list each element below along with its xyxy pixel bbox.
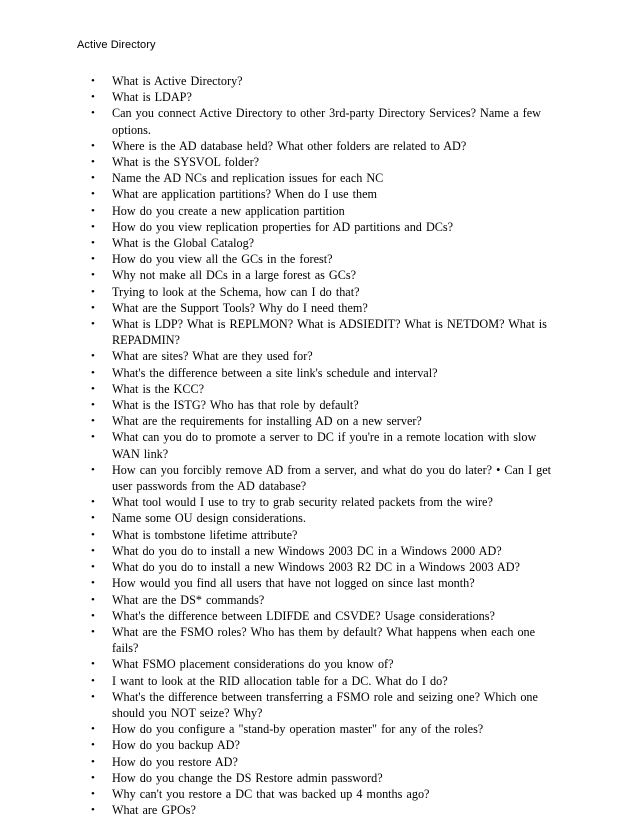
page-header: Active Directory	[77, 39, 156, 51]
question-text: What are sites? What are they used for?	[112, 349, 313, 364]
question-text: How do you backup AD?	[112, 738, 240, 753]
bullet-icon: •	[91, 399, 95, 412]
question-item	[91, 527, 552, 543]
question-item	[91, 89, 552, 105]
bullet-icon: •	[91, 366, 95, 379]
bullet-icon: •	[91, 415, 95, 428]
bullet-icon: •	[91, 237, 95, 250]
question-text: What are the Support Tools? Why do I need them?	[112, 300, 368, 315]
bullet-icon: •	[91, 755, 95, 768]
question-item	[91, 154, 552, 170]
question-item	[91, 510, 552, 526]
question-item	[91, 543, 552, 559]
question-item	[91, 624, 552, 656]
bullet-icon: •	[91, 544, 95, 557]
question-item	[91, 689, 552, 721]
question-text: What is LDAP?	[112, 90, 192, 105]
question-text: What is the SYSVOL folder?	[112, 155, 260, 170]
question-text: What are the DS* commands?	[112, 592, 265, 607]
bullet-icon: •	[91, 318, 95, 331]
bullet-icon: •	[91, 658, 95, 671]
question-item	[91, 235, 552, 251]
bullet-icon: •	[91, 285, 95, 298]
question-item	[91, 429, 552, 461]
question-text: What are GPOs?	[112, 803, 196, 818]
question-item	[91, 592, 552, 608]
bullet-icon: •	[91, 723, 95, 736]
bullet-icon: •	[91, 253, 95, 266]
question-text: What FSMO placement considerations do you know of?	[112, 657, 394, 672]
question-text: Can you connect Active Directory to other 3rd-party Directory Services? Name a few options.	[112, 106, 541, 137]
bullet-icon: •	[91, 188, 95, 201]
question-text: What do you do to install a new Windows 2003 DC in a Windows 2000 AD?	[112, 543, 502, 558]
bullet-icon: •	[91, 496, 95, 509]
question-item	[91, 494, 552, 510]
bullet-icon: •	[91, 75, 95, 87]
question-item	[91, 365, 552, 381]
question-text: Why not make all DCs in a large forest as GCs?	[112, 268, 356, 283]
bullet-icon: •	[91, 350, 95, 363]
question-item	[91, 203, 552, 219]
question-item	[91, 754, 552, 770]
question-text: What's the difference between a site link's schedule and interval?	[112, 365, 438, 380]
bullet-icon: •	[91, 690, 95, 703]
question-text: Where is the AD database held? What other folders are related to AD?	[112, 138, 467, 153]
question-item	[91, 656, 552, 672]
question-text: How do you change the DS Restore admin password?	[112, 770, 383, 785]
bullet-icon: •	[91, 91, 95, 104]
bullet-icon: •	[91, 528, 95, 541]
question-text: What is the ISTG? Who has that role by default?	[112, 398, 359, 413]
bullet-icon: •	[91, 771, 95, 784]
bullet-icon: •	[91, 156, 95, 169]
bullet-icon: •	[91, 674, 95, 687]
question-item	[91, 673, 552, 689]
bullet-icon: •	[91, 301, 95, 314]
question-text: Name the AD NCs and replication issues for each NC	[112, 171, 384, 186]
bullet-icon: •	[91, 561, 95, 574]
question-item	[91, 381, 552, 397]
bullet-icon: •	[91, 593, 95, 606]
question-item	[91, 251, 552, 267]
bullet-icon: •	[91, 512, 95, 525]
question-text: What is tombstone lifetime attribute?	[112, 527, 298, 542]
question-item	[91, 786, 552, 802]
question-text: I want to look at the RID allocation table for a DC. What do I do?	[112, 673, 448, 688]
question-text: How do you create a new application partition	[112, 203, 345, 218]
bullet-icon: •	[91, 739, 95, 752]
question-item	[91, 316, 552, 348]
question-item	[91, 73, 552, 89]
bullet-icon: •	[91, 804, 95, 817]
bullet-icon: •	[91, 463, 95, 476]
question-item	[91, 348, 552, 364]
question-text: How can you forcibly remove AD from a server, and what do you do later? • Can I get user passwords from the AD database?	[112, 462, 552, 494]
question-item	[91, 186, 552, 202]
question-item	[91, 575, 552, 591]
question-text: Trying to look at the Schema, how can I do that?	[112, 284, 360, 299]
bullet-icon: •	[91, 382, 95, 395]
question-item	[91, 559, 552, 575]
bullet-icon: •	[91, 139, 95, 152]
question-text: What is the Global Catalog?	[112, 236, 255, 251]
question-text: What is the KCC?	[112, 381, 205, 396]
question-text: How would you find all users that have not logged on since last month?	[112, 576, 475, 591]
question-item	[91, 737, 552, 753]
question-text: What can you do to promote a server to DC if you're in a remote location with slow WAN link?	[112, 430, 537, 461]
bullet-icon: •	[91, 431, 95, 444]
question-text: What are the requirements for installing AD on a new server?	[112, 414, 422, 429]
question-text: What are application partitions? When do I use them	[112, 187, 377, 202]
bullet-icon: •	[91, 107, 95, 120]
question-item	[91, 721, 552, 737]
question-list	[91, 73, 552, 818]
question-item	[91, 170, 552, 186]
question-item	[91, 284, 552, 300]
question-text: What is LDP? What is REPLMON? What is ADSIEDIT? What is NETDOM? What is REPADMIN?	[112, 317, 547, 348]
question-text: Why can't you restore a DC that was backed up 4 months ago?	[112, 786, 430, 801]
bullet-icon: •	[91, 609, 95, 622]
question-text: What tool would I use to try to grab security related packets from the wire?	[112, 495, 493, 510]
question-text: What's the difference between transferring a FSMO role and seizing one? Which one should you NOT seize? Why?	[112, 689, 538, 720]
bullet-icon: •	[91, 269, 95, 282]
bullet-icon: •	[91, 172, 95, 185]
bullet-icon: •	[91, 220, 95, 233]
question-item	[91, 267, 552, 283]
question-text: How do you configure a "stand-by operation master" for any of the roles?	[112, 722, 484, 737]
bullet-icon: •	[91, 204, 95, 217]
question-item	[91, 105, 552, 137]
question-item	[91, 462, 552, 494]
question-item	[91, 770, 552, 786]
question-text: How do you view all the GCs in the forest?	[112, 252, 333, 267]
question-text: How do you view replication properties for AD partitions and DCs?	[112, 219, 454, 234]
question-text: Name some OU design considerations.	[112, 511, 306, 526]
question-text: What is Active Directory?	[112, 74, 243, 88]
question-text: What do you do to install a new Windows 2003 R2 DC in a Windows 2003 AD?	[112, 560, 520, 575]
question-item	[91, 300, 552, 316]
bullet-icon: •	[91, 577, 95, 590]
question-item	[91, 608, 552, 624]
question-item	[91, 802, 552, 818]
bullet-icon: •	[91, 625, 95, 638]
question-item	[91, 413, 552, 429]
question-text: How do you restore AD?	[112, 754, 238, 769]
question-text: What are the FSMO roles? Who has them by default? What happens when each one fails?	[112, 624, 536, 656]
question-text: What's the difference between LDIFDE and CSVDE? Usage considerations?	[112, 608, 495, 623]
question-item	[91, 138, 552, 154]
question-item	[91, 397, 552, 413]
question-item	[91, 219, 552, 235]
bullet-icon: •	[91, 787, 95, 800]
